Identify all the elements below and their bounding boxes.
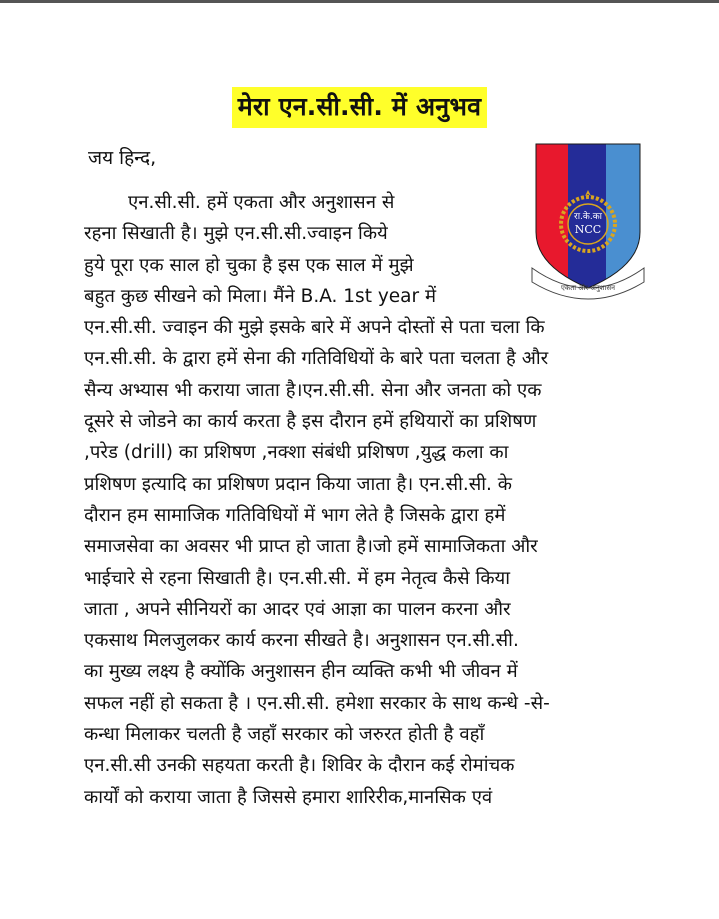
emblem-text-ncc: NCC: [574, 223, 602, 236]
text-line: कन्धा मिलाकर चलती है जहाँ सरकार को जरुरत होती है वहाँ: [84, 724, 485, 746]
emblem-motto: एकता और अनुशासन: [561, 284, 615, 292]
text-line: कार्यों को कराया जाता है जिससे हमारा शारिरीक,मानसिक एवं: [84, 786, 493, 808]
emblem-text-top: रा.के.का: [574, 212, 602, 222]
text-line: भाईचारे से रहना सिखाती है। एन.सी.सी. में हम नेतृत्व कैसे किया: [84, 567, 511, 589]
text-line: सफल नहीं हो सकता है । एन.सी.सी. हमेशा सरकार के साथ कन्धे -से-: [84, 692, 550, 714]
text-line: दूसरे से जोडने का कार्य करता है इस दौरान हमें हथियारों का प्रशिषण: [84, 411, 537, 433]
text-line: एन.सी.सी. हमें एकता और अनुशासन से: [128, 192, 395, 213]
text-line: सैन्य अभ्यास भी कराया जाता है।एन.सी.सी. सेना और जनता को एक: [84, 379, 542, 401]
top-border: [0, 0, 719, 3]
text-line: का मुख्य लक्ष्य है क्योंकि अनुशासन हीन व्यक्ति कभी भी जीवन में: [84, 661, 518, 683]
salutation: जय हिन्द,: [88, 147, 157, 169]
text-line: जाता , अपने सीनियरों का आदर एवं आज्ञा का पालन करना और: [84, 598, 511, 620]
title-container: [0, 87, 719, 128]
text-line: समाजसेवा का अवसर भी प्राप्त हो जाता है।जो हमें सामाजिकता और: [84, 536, 538, 558]
body-text: [84, 187, 684, 813]
page-title: मेरा एन.सी.सी. में अनुभव: [232, 87, 488, 128]
text-line: हुये पूरा एक साल हो चुका है इस एक साल में मुझे: [84, 254, 414, 276]
text-line: एन.सी.सी. के द्वारा हमें सेना की गतिविधियों के बारे पता चलता है और: [84, 348, 549, 370]
text-line: दौरान हम सामाजिक गतिविधियों में भाग लेते है जिसके द्वारा हमें: [84, 504, 506, 526]
text-line: एन.सी.सी उनकी सहयता करती है। शिविर के दौरान कई रोमांचक: [84, 755, 515, 777]
text-line: एन.सी.सी. ज्वाइन की मुझे इसके बारे में अपने दोस्तों से पता चला कि: [84, 317, 545, 339]
text-line: एकसाथ मिलजुलकर कार्य करना सीखते है। अनुशासन एन.सी.सी.: [84, 630, 519, 652]
text-line: बहुत कुछ सीखने को मिला। मैंने B.A. 1st year में: [84, 285, 437, 307]
text-line: रहना सिखाती है। मुझे एन.सी.सी.ज्वाइन किये: [84, 223, 388, 245]
text-line: प्रशिषण इत्यादि का प्रशिषण प्रदान किया जाता है। एन.सी.सी. के: [84, 473, 513, 495]
text-line: ,परेड (drill) का प्रशिषण ,नक्शा संबंधी प्रशिषण ,युद्ध कला का: [84, 442, 509, 464]
